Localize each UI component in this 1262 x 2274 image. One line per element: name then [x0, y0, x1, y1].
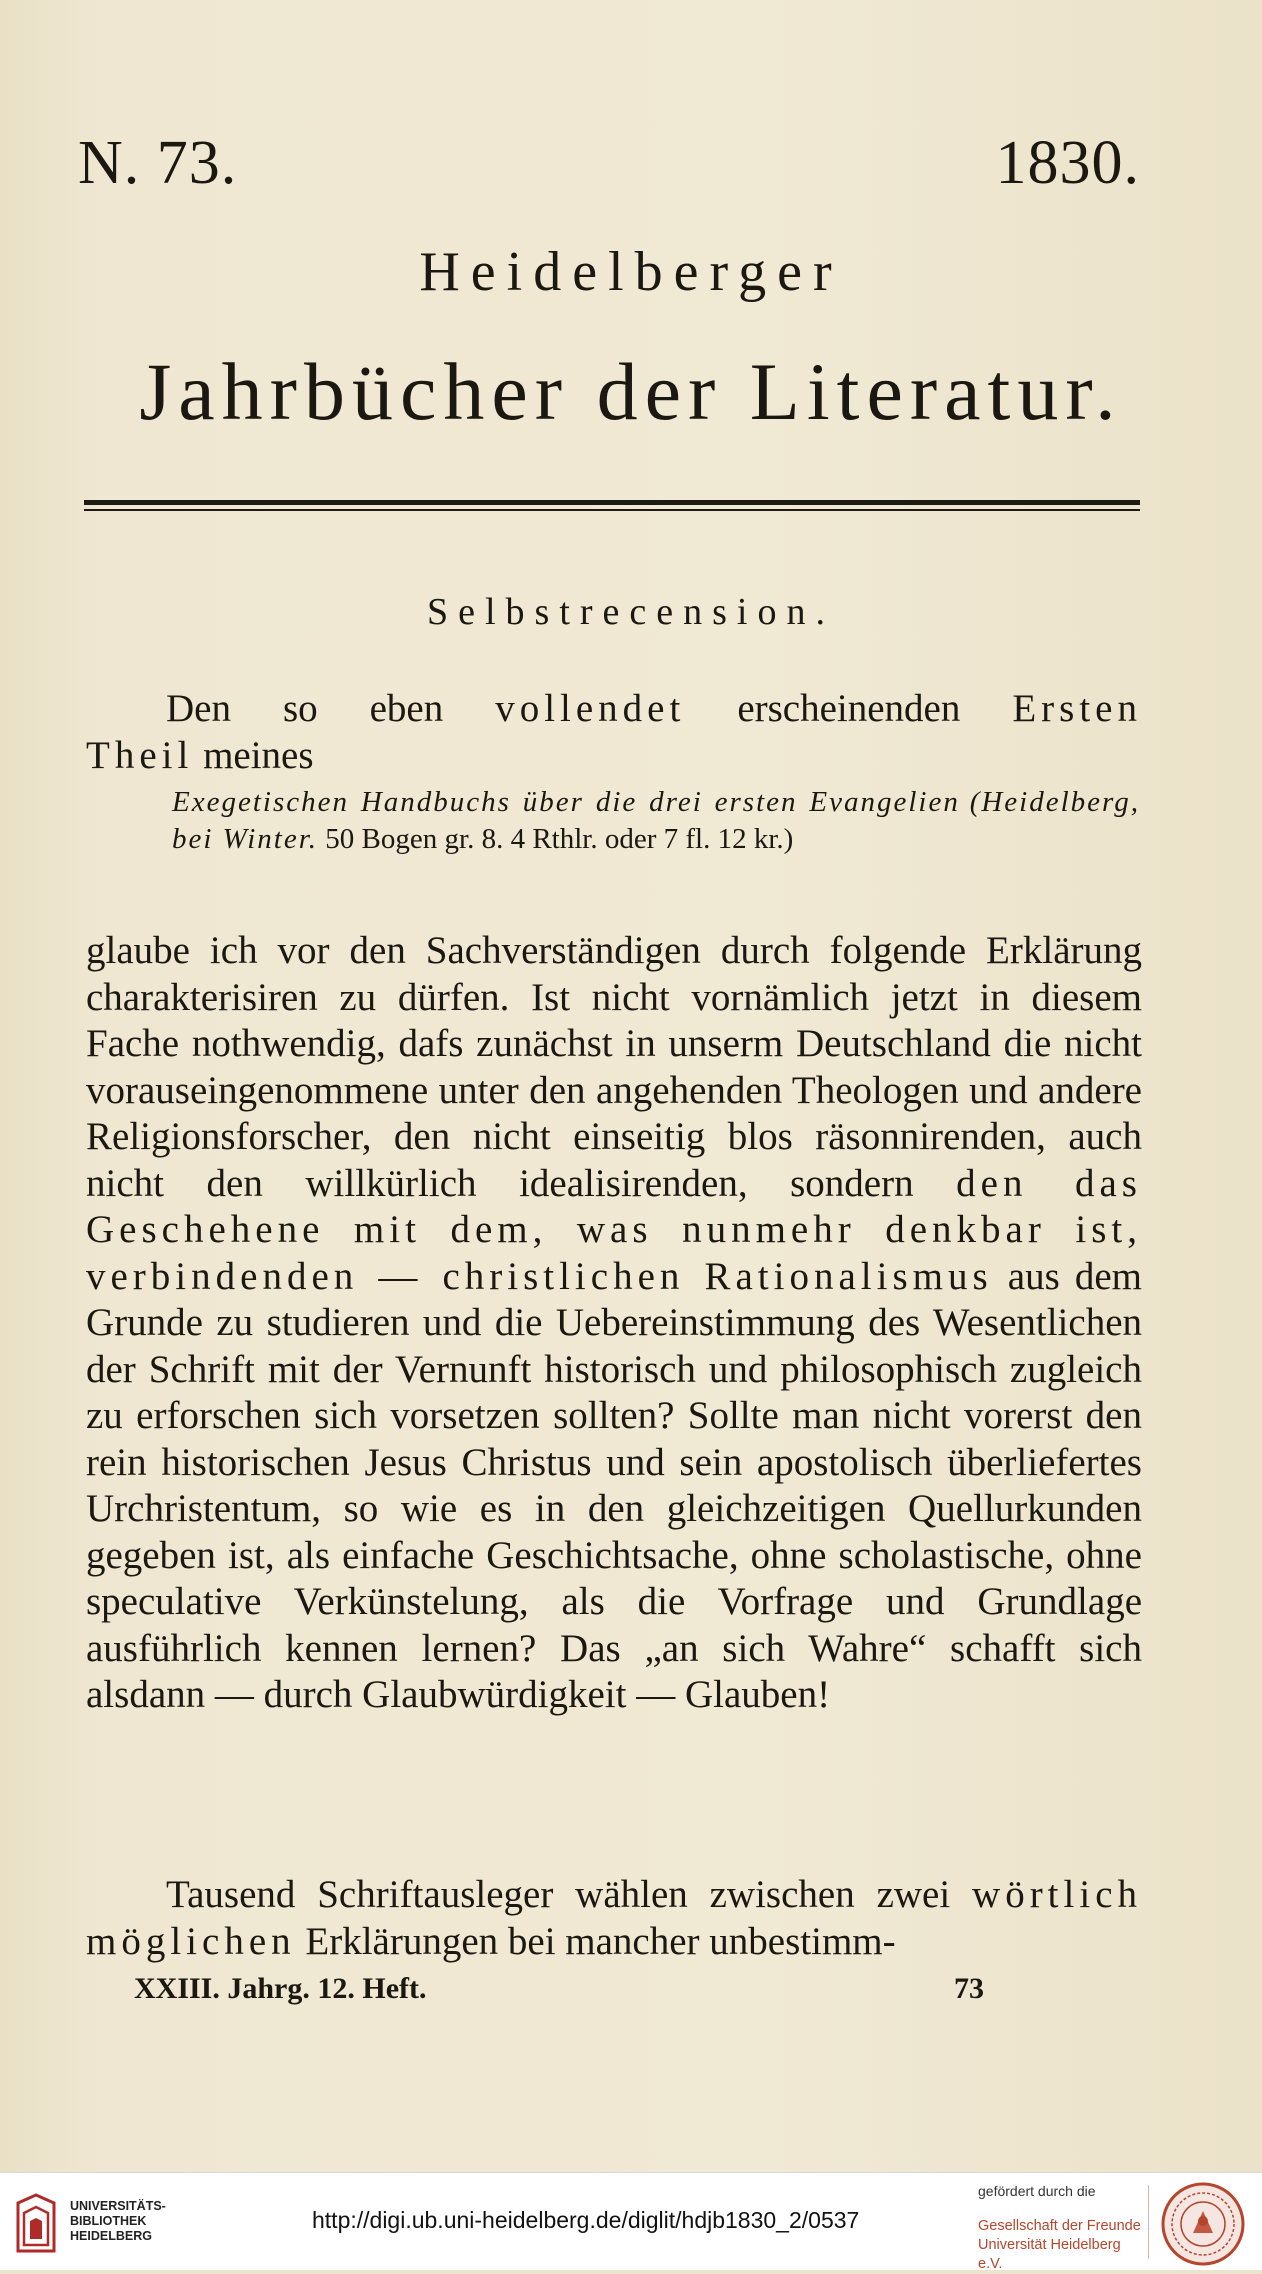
section-title: Selbstrecension. — [426, 591, 835, 633]
library-footer-bar — [0, 2172, 1262, 2270]
ub-heidelberg-logo-text: UNIVERSITÄTS- BIBLIOTHEK HEIDELBERG — [70, 2199, 166, 2243]
society-name: Gesellschaft der Freunde Universität Heidelberg e.V. — [978, 2218, 1141, 2272]
book-citation: Exegetischen Handbuchs über die drei ersten Evangelien (Heidelberg, bei Winter. 50 Bogen gr. 8. 4 Rthlr. oder 7 fl. 12 kr.) — [172, 786, 1140, 855]
journal-title-line1: Heidelberger — [419, 241, 843, 303]
volume-signature: XXIII. Jahrg. 12. Heft. — [134, 1972, 427, 2005]
body-paragraph-1: glaube ich vor den Sachverständigen durch folgende Erklärung charakterisiren zu dürfen. Ist nicht vornämlich jetzt in diesem Fache nothwendig, dafs zunächst in unserm Deutschland die nicht vorauseingenommene unter den angehenden Theologen und andere Religionsforscher, den nicht einseitig blos räsonnirenden, auch nicht den willkürlich idealisirenden, sondern den das Geschehene mit dem, was nunmehr denkbar ist, verbindenden — christlichen Rationalismus aus dem Grunde zu studieren und die Uebereinstimmung des Wesentlichen der Schrift mit der Vernunft historisch und philosophisch zugleich zu erforschen sich vorsetzen sollten? Sollte man nicht vorerst den rein historischen Jesus Christus und sein apostolisch überliefertes Urchristentum, so wie es in den gleichzeitigen Quellurkunden gegeben ist, als einfache Geschichtsache, ohne scholastische, ohne speculative Verkünstelung, als die Vorfrage und Grundlage ausführlich kennen lernen? Das „an sich Wahre“ schafft sich alsdann — durch Glaubwürdigkeit — Glauben! — [86, 929, 1142, 1716]
issue-number: N. 73. — [78, 129, 238, 197]
body-paragraph-2: Tausend Schriftausleger wählen zwischen zwei wörtlich möglichen Erklärungen bei mancher unbestimm- — [86, 1873, 1142, 1963]
page-footer — [134, 1972, 984, 2006]
ub-heidelberg-logo-icon — [14, 2193, 58, 2255]
university-seal-icon — [1160, 2181, 1246, 2267]
journal-title-line2: Jahrbücher der Literatur. — [139, 346, 1123, 437]
title-divider — [84, 500, 1140, 514]
footer-divider — [1148, 2185, 1149, 2259]
issue-year: 1830. — [995, 129, 1140, 197]
intro-paragraph: Den so eben vollendet erscheinenden Ersten Theil meines — [86, 687, 1142, 777]
funded-by-text: gefördert durch die — [978, 2183, 1096, 2199]
permalink-url[interactable]: http://digi.ub.uni-heidelberg.de/diglit/hdjb1830_2/0537 — [312, 2207, 860, 2233]
page-number: 73 — [954, 1972, 984, 2005]
page-header — [78, 128, 1140, 199]
